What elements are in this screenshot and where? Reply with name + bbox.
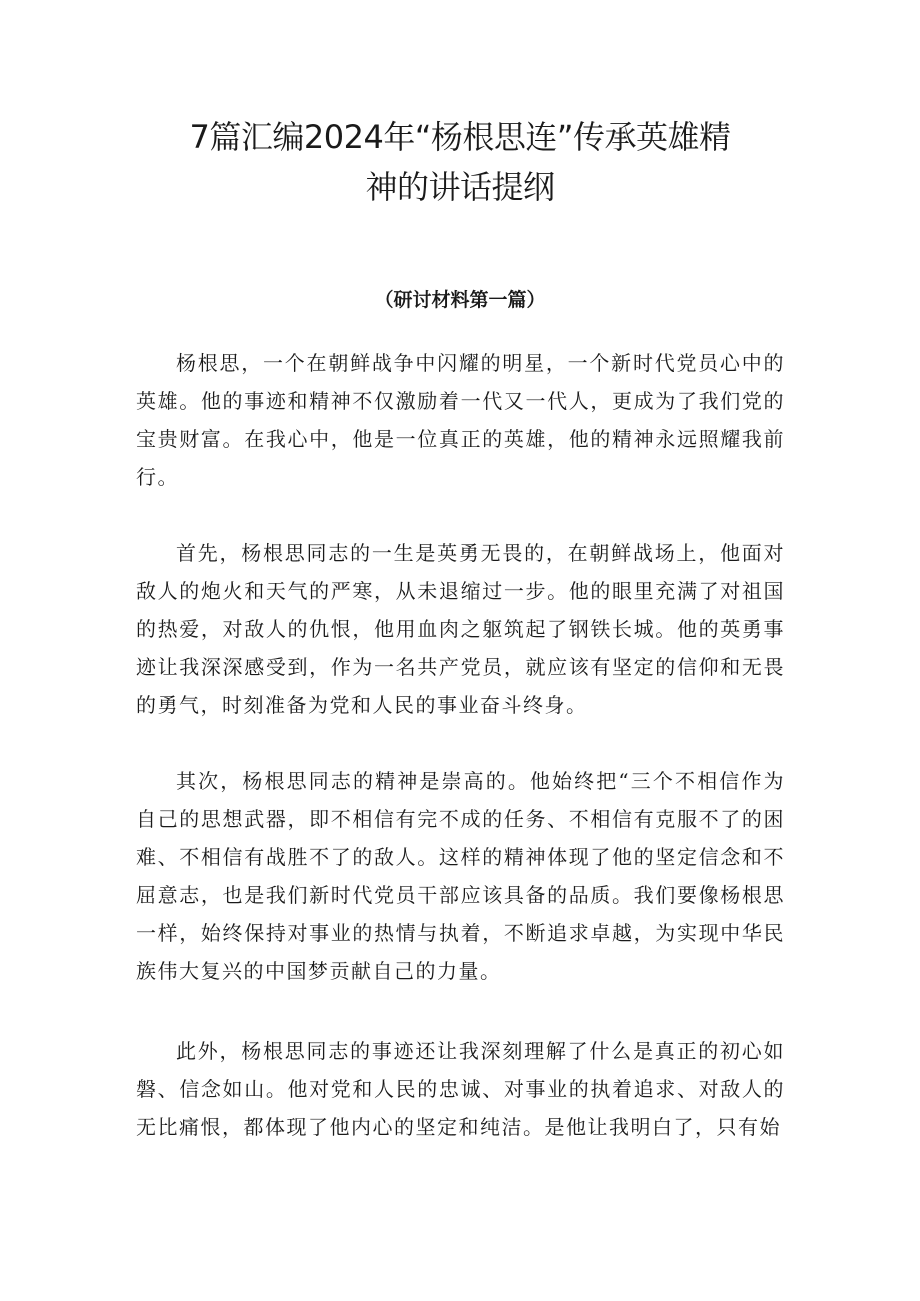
paragraph-3: 其次，杨根思同志的精神是崇高的。他始终把“三个不相信作为自己的思想武器，即不相信有完不成的任务、不相信有克服不了的困难、不相信有战胜不了的敌人。这样的精神体现了他的坚定信念和不屈意志，也是我们新时代党员干部应该具备的品质。我们要像杨根思一样，始终保持对事业的热情与执着，不断追求卓越，为实现中华民族伟大复兴的中国梦贡献自己的力量。 <box>136 769 785 983</box>
section-heading: （研讨材料第一篇） <box>374 289 546 311</box>
document-title-line-1: 7篇汇编2024年“杨根思连”传承英雄精 <box>189 118 731 156</box>
paragraph-2: 首先，杨根思同志的一生是英勇无畏的，在朝鲜战场上，他面对敌人的炮火和天气的严寒，从未退缩过一步。他的眼里充满了对祖国的热爱，对敌人的仇恨，他用血肉之躯筑起了钢铁长城。他的英勇事迹让我深深感受到，作为一名共产党员，就应该有坚定的信仰和无畏的勇气，时刻准备为党和人民的事业奋斗终身。 <box>136 541 785 717</box>
document-title <box>160 112 760 212</box>
paragraph-4: 此外，杨根思同志的事迹还让我深刻理解了什么是真正的初心如磐、信念如山。他对党和人民的忠诚、对事业的执着追求、对敌人的无比痛恨，都体现了他内心的坚定和纯洁。是他让我明白了，只有始 <box>136 1039 785 1139</box>
document-title-line-2: 神的讲话提纲 <box>365 168 555 206</box>
paragraph-1: 杨根思，一个在朝鲜战争中闪耀的明星，一个新时代党员心中的英雄。他的事迹和精神不仅激励着一代又一代人，更成为了我们党的宝贵财富。在我心中，他是一位真正的英雄，他的精神永远照耀我前行。 <box>136 351 785 489</box>
